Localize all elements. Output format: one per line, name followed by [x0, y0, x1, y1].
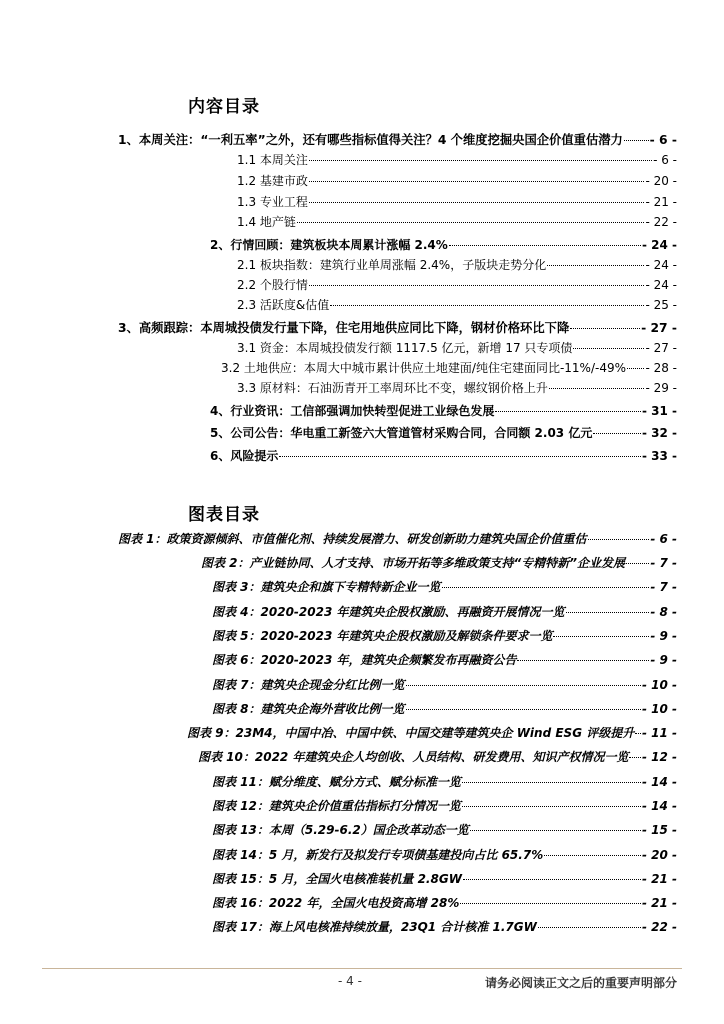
- footer-page-number: - 4 -: [338, 974, 362, 988]
- dot-leader: [406, 685, 641, 686]
- figure-entry-page: - 21 -: [641, 896, 677, 910]
- toc-entry-title: 1、本周关注：“一利五率”之外，还有哪些指标值得关注？4 个维度挖掘央国企价值重估潜力: [118, 133, 623, 147]
- dot-leader: [460, 903, 641, 904]
- figure-entry[interactable]: [201, 554, 677, 572]
- dot-leader: [470, 830, 641, 831]
- toc-entry-title: 1.2 基建市政: [237, 174, 308, 188]
- toc-entry[interactable]: [210, 402, 677, 420]
- dot-leader: [549, 388, 645, 389]
- toc-entry-title: 4、行业资讯：工信部强调加快转型促进工业绿色发展: [210, 404, 495, 418]
- dot-leader: [629, 757, 641, 758]
- toc-entry[interactable]: [237, 213, 677, 231]
- dot-leader: [309, 160, 652, 161]
- figure-entry-page: - 6 -: [650, 532, 677, 546]
- toc-entry-title: 6、风险提示: [210, 449, 279, 463]
- figure-entry-title: 图表 17：海上风电核准持续放量，23Q1 合计核准 1.7GW: [212, 920, 537, 934]
- toc-entry-title: 3.3 原材料：石油沥青开工率周环比不变，螺纹钢价格上升: [237, 381, 548, 395]
- figure-entry-title: 图表 6：2020-2023 年，建筑央企频繁发布再融资公告: [212, 653, 517, 667]
- figure-entry-page: - 9 -: [650, 629, 677, 643]
- figure-entry[interactable]: [118, 530, 677, 548]
- dot-leader: [495, 411, 641, 412]
- figure-entry-title: 图表 8：建筑央企海外营收比例一览: [212, 702, 405, 716]
- figure-entry-page: - 20 -: [641, 848, 677, 862]
- toc-entry-page: - 22 -: [645, 215, 677, 229]
- figure-entry-page: - 22 -: [641, 920, 677, 934]
- figure-entry-page: - 7 -: [650, 556, 677, 570]
- figure-entry[interactable]: [212, 651, 677, 669]
- dot-leader: [626, 563, 649, 564]
- toc-entry-page: - 25 -: [645, 298, 677, 312]
- dot-leader: [627, 368, 644, 369]
- dot-leader: [624, 140, 649, 141]
- toc-entry-page: - 29 -: [645, 381, 677, 395]
- figure-entry[interactable]: [212, 627, 677, 645]
- toc-entry-page: - 32 -: [641, 426, 677, 440]
- toc-entry[interactable]: [118, 131, 677, 149]
- figure-entry-page: - 14 -: [641, 799, 677, 813]
- toc-entry[interactable]: [237, 339, 677, 357]
- toc-entry-page: - 33 -: [641, 449, 677, 463]
- figure-entry-title: 图表 13：本周（5.29-6.2）国企改革动态一览: [212, 823, 469, 837]
- toc-entry-page: - 24 -: [641, 238, 677, 252]
- toc-entry[interactable]: [237, 151, 677, 169]
- figure-entry-page: - 9 -: [650, 653, 677, 667]
- toc-entry-page: - 6 -: [649, 133, 677, 147]
- toc-entry-title: 1.1 本周关注: [237, 153, 308, 167]
- toc-entry[interactable]: [221, 359, 677, 377]
- dot-leader: [309, 285, 645, 286]
- figure-entry-page: - 21 -: [641, 872, 677, 886]
- toc-entry-page: - 28 -: [645, 361, 677, 375]
- dot-leader: [588, 539, 650, 540]
- toc-entry-title: 1.3 专业工程: [237, 195, 308, 209]
- toc-entry-title: 3、高频跟踪：本周城投债发行量下降，住宅用地供应同比下降，钢材价格环比下降: [118, 321, 570, 335]
- toc-entry[interactable]: [118, 319, 677, 337]
- toc-heading: 内容目录: [188, 97, 260, 117]
- footer-divider: [42, 968, 682, 969]
- dot-leader: [462, 782, 641, 783]
- footer-disclaimer: 请务必阅读正文之后的重要声明部分: [484, 976, 677, 990]
- figure-entry-page: - 8 -: [650, 605, 677, 619]
- toc-entry-title: 5、公司公告：华电重工新签六大管道管材采购合同，合同额 2.03 亿元: [210, 426, 593, 440]
- toc-entry-page: - 31 -: [641, 404, 677, 418]
- figure-entry-title: 图表 10：2022 年建筑央企人均创收、人员结构、研发费用、知识产权情况一览: [198, 750, 629, 764]
- dot-leader: [570, 328, 640, 329]
- toc-entry[interactable]: [237, 276, 677, 294]
- dot-leader: [553, 636, 649, 637]
- figures-heading: 图表目录: [188, 505, 260, 525]
- figure-entry-title: 图表 11：赋分维度、赋分方式、赋分标准一览: [212, 775, 461, 789]
- figure-entry[interactable]: [198, 748, 677, 766]
- toc-entry[interactable]: [210, 424, 677, 442]
- figure-entry-title: 图表 14：5 月，新发行及拟发行专项债基建投向占比 65.7%: [212, 848, 544, 862]
- figure-entry[interactable]: [212, 773, 677, 791]
- figure-entry-title: 图表 9：23M4，中国中冶、中国中铁、中国交建等建筑央企 Wind ESG 评级提升: [187, 726, 635, 740]
- toc-entry[interactable]: [237, 193, 677, 211]
- figure-entry-title: 图表 1：政策资源倾斜、市值催化剂、持续发展潜力、研发创新助力建筑央国企价值重估: [118, 532, 587, 546]
- figure-entry-title: 图表 5：2020-2023 年建筑央企股权激励及解锁条件要求一览: [212, 629, 553, 643]
- figure-entry[interactable]: [187, 724, 677, 742]
- figure-entry-title: 图表 16：2022 年，全国火电投资高增 28%: [212, 896, 460, 910]
- figure-entry[interactable]: [212, 700, 677, 718]
- toc-entry[interactable]: [237, 379, 677, 397]
- toc-entry[interactable]: [237, 172, 677, 190]
- dot-leader: [573, 348, 644, 349]
- figure-entry[interactable]: [212, 603, 677, 621]
- toc-entry-title: 3.1 资金：本周城投债发行额 1117.5 亿元，新增 17 只专项债: [237, 341, 573, 355]
- figure-entry-page: - 12 -: [641, 750, 677, 764]
- figure-entry-title: 图表 4：2020-2023 年建筑央企股权激励、再融资开展情况一览: [212, 605, 565, 619]
- figure-entry-page: - 10 -: [641, 678, 677, 692]
- dot-leader: [544, 855, 641, 856]
- dot-leader: [635, 733, 641, 734]
- figure-entry-title: 图表 15：5 月，全国火电核准装机量 2.8GW: [212, 872, 462, 886]
- figure-entry[interactable]: [212, 894, 677, 912]
- dot-leader: [309, 181, 645, 182]
- toc-entry-page: - 21 -: [645, 195, 677, 209]
- figure-entry-page: - 14 -: [641, 775, 677, 789]
- toc-entry-title: 2、行情回顾：建筑板块本周累计涨幅 2.4%: [210, 238, 448, 252]
- figure-entry-page: - 15 -: [641, 823, 677, 837]
- toc-entry-title: 3.2 土地供应：本周大中城市累计供应土地建面/纯住宅建面同比-11%/-49%: [221, 361, 626, 375]
- toc-entry-page: - 6 -: [653, 153, 677, 167]
- figure-entry-page: - 11 -: [641, 726, 677, 740]
- figure-entry-title: 图表 7：建筑央企现金分红比例一览: [212, 678, 405, 692]
- toc-entry-page: - 27 -: [645, 341, 677, 355]
- figure-entry-title: 图表 2：产业链协同、人才支持、市场开拓等多维政策支持“专精特新”企业发展: [201, 556, 625, 570]
- toc-entry-title: 2.1 板块指数：建筑行业单周涨幅 2.4%，子版块走势分化: [237, 258, 547, 272]
- dot-leader: [462, 806, 641, 807]
- dot-leader: [297, 222, 645, 223]
- figure-entry-page: - 10 -: [641, 702, 677, 716]
- figure-entry[interactable]: [212, 870, 677, 888]
- figure-entry[interactable]: [212, 578, 677, 596]
- figure-entry-title: 图表 12：建筑央企价值重估指标打分情况一览: [212, 799, 461, 813]
- dot-leader: [593, 433, 641, 434]
- dot-leader: [406, 709, 641, 710]
- figure-entry[interactable]: [212, 797, 677, 815]
- toc-entry[interactable]: [210, 447, 677, 465]
- figure-entry[interactable]: [212, 846, 677, 864]
- dot-leader: [463, 879, 641, 880]
- figure-entry[interactable]: [212, 821, 677, 839]
- figure-entry[interactable]: [212, 676, 677, 694]
- figure-entry[interactable]: [212, 918, 677, 936]
- dot-leader: [449, 245, 641, 246]
- toc-entry[interactable]: [210, 236, 677, 254]
- figure-entry-page: - 7 -: [650, 580, 677, 594]
- dot-leader: [517, 660, 649, 661]
- toc-entry-title: 1.4 地产链: [237, 215, 296, 229]
- toc-entry-page: - 24 -: [645, 258, 677, 272]
- toc-entry[interactable]: [237, 296, 677, 314]
- toc-entry-page: - 20 -: [645, 174, 677, 188]
- toc-entry-page: - 24 -: [645, 278, 677, 292]
- figure-entry-title: 图表 3：建筑央企和旗下专精特新企业一览: [212, 580, 441, 594]
- dot-leader: [309, 202, 645, 203]
- toc-entry-title: 2.3 活跃度&估值: [237, 298, 330, 312]
- toc-entry-title: 2.2 个股行情: [237, 278, 308, 292]
- dot-leader: [566, 612, 650, 613]
- dot-leader: [538, 927, 641, 928]
- dot-leader: [279, 456, 641, 457]
- dot-leader: [547, 265, 644, 266]
- toc-entry-page: - 27 -: [641, 321, 677, 335]
- toc-entry[interactable]: [237, 256, 677, 274]
- dot-leader: [442, 587, 650, 588]
- dot-leader: [330, 305, 644, 306]
